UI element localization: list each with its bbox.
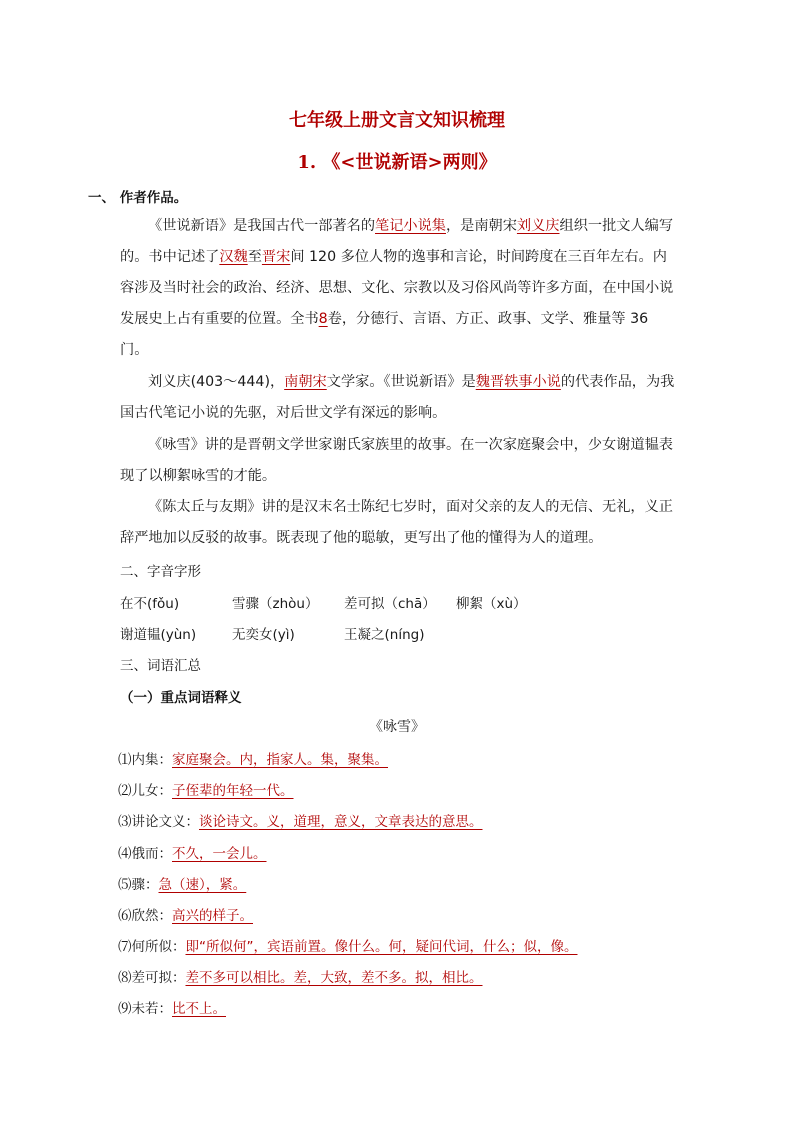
definition-answer: 子侄辈的年轻一代。 bbox=[172, 783, 294, 799]
pronunciation-item: 差可拟（chā） bbox=[344, 596, 436, 612]
definition-term: ⑵儿女： bbox=[118, 783, 172, 799]
text: 刘义庆(403～444)， bbox=[148, 374, 285, 390]
paragraph-yongxue bbox=[120, 430, 676, 492]
text: 的代表作品，为我国古代笔记小说的先驱，对后世文学有深远的影响。 bbox=[120, 374, 675, 421]
definition-term: ⑹欣然： bbox=[118, 908, 172, 924]
text: 至 bbox=[247, 249, 262, 265]
key-term: 南朝宋 bbox=[284, 374, 327, 390]
definition-item bbox=[118, 810, 483, 830]
paragraph-chentaiqiu bbox=[120, 492, 676, 554]
subsection-heading-key-words: （一）重点词语释义 bbox=[120, 690, 242, 706]
pronunciation-item: 在不(fǒu) bbox=[120, 596, 180, 612]
text: 《咏雪》讲的是晋朝文学世家谢氏家族里的故事。在一次家庭聚会中，少女谢道韫表现了以柳絮咏雪的才能。 bbox=[120, 437, 673, 484]
pronunciation-item: 谢道韫(yùn) bbox=[120, 627, 197, 643]
pronunciation-row-1 bbox=[120, 592, 680, 612]
definition-item bbox=[118, 748, 388, 768]
definition-answer: 高兴的样子。 bbox=[172, 908, 253, 924]
definition-item bbox=[118, 997, 226, 1017]
key-term: 笔记小说集 bbox=[375, 218, 446, 234]
text: 《陈太丘与友期》讲的是汉末名士陈纪七岁时，面对父亲的友人的无信、无礼，义正辞严地加以反驳的故事。既表现了他的聪敏，更写出了他的懂得为人的道理。 bbox=[120, 499, 673, 546]
definition-answer: 不久，一会儿。 bbox=[172, 846, 267, 862]
definition-term: ⑺何所似： bbox=[118, 939, 186, 955]
definition-item bbox=[118, 842, 267, 862]
paragraph-book-intro bbox=[120, 211, 676, 366]
section-heading-pronunciation: 二、字音字形 bbox=[120, 564, 201, 580]
lesson-heading-yongxue: 《咏雪》 bbox=[369, 719, 425, 735]
definition-item bbox=[118, 935, 578, 955]
definition-term: ⑴内集： bbox=[118, 752, 172, 768]
text: 间 120 多位人物的逸事和言论，时间跨度在三百年左右。内容涉及当时社会的政治、经济、思想、文化、宗教以及习俗风尚等许多方面，在中国小说发展史上占有重要的位置。全书 bbox=[120, 249, 674, 327]
definition-item bbox=[118, 779, 294, 799]
definition-answer: 即“所似何”，宾语前置。像什么。何，疑问代词，什么；似，像。 bbox=[185, 939, 578, 955]
pronunciation-item: 无奕女(yì) bbox=[232, 627, 295, 643]
definition-answer: 谈论诗文。义，道理，意义，文章表达的意思。 bbox=[199, 814, 483, 830]
document-title: 七年级上册文言文知识梳理 bbox=[289, 110, 505, 131]
definition-answer: 家庭聚会。内，指家人。集，聚集。 bbox=[172, 752, 388, 768]
definition-answer: 差不多可以相比。差，大致，差不多。拟，相比。 bbox=[185, 970, 483, 986]
pronunciation-row-2 bbox=[120, 623, 680, 643]
definition-term: ⑸骤： bbox=[118, 877, 159, 893]
definition-item bbox=[118, 966, 483, 986]
pronunciation-item: 柳絮（xù） bbox=[456, 596, 527, 612]
key-term: 魏晋轶事小说 bbox=[475, 374, 561, 390]
definition-term: ⑷俄而： bbox=[118, 846, 172, 862]
definition-term: ⑼未若： bbox=[118, 1001, 172, 1017]
definition-answer: 比不上。 bbox=[172, 1001, 226, 1017]
definition-item bbox=[118, 873, 246, 893]
definition-term: ⑻差可拟： bbox=[118, 970, 186, 986]
text: ，是南朝宋 bbox=[445, 218, 517, 234]
text: 文学家。《世说新语》是 bbox=[326, 374, 476, 390]
lesson-title: 1. 《<世说新语>两则》 bbox=[297, 152, 497, 173]
definition-item bbox=[118, 904, 253, 924]
definition-term: ⑶讲论文义： bbox=[118, 814, 199, 830]
text: 《世说新语》是我国古代一部著名的 bbox=[148, 218, 376, 234]
key-term: 刘义庆 bbox=[516, 218, 560, 234]
pronunciation-item: 雪骤（zhòu） bbox=[232, 596, 319, 612]
section-heading-vocabulary: 三、词语汇总 bbox=[120, 658, 201, 674]
section-heading-author: 一、 作者作品。 bbox=[88, 190, 188, 206]
text: 组织一批文人编写的。书中记述了 bbox=[120, 218, 674, 265]
key-term: 8 bbox=[318, 311, 328, 327]
key-term: 汉魏 bbox=[219, 249, 248, 265]
text: 卷，分德行、言语、方正、政事、文学、雅量等 36门。 bbox=[120, 311, 649, 358]
key-term: 晋宋 bbox=[261, 249, 291, 265]
definition-answer: 急（速），紧。 bbox=[158, 877, 247, 893]
paragraph-author-intro bbox=[120, 367, 676, 429]
pronunciation-item: 王凝之(níng) bbox=[344, 627, 425, 643]
